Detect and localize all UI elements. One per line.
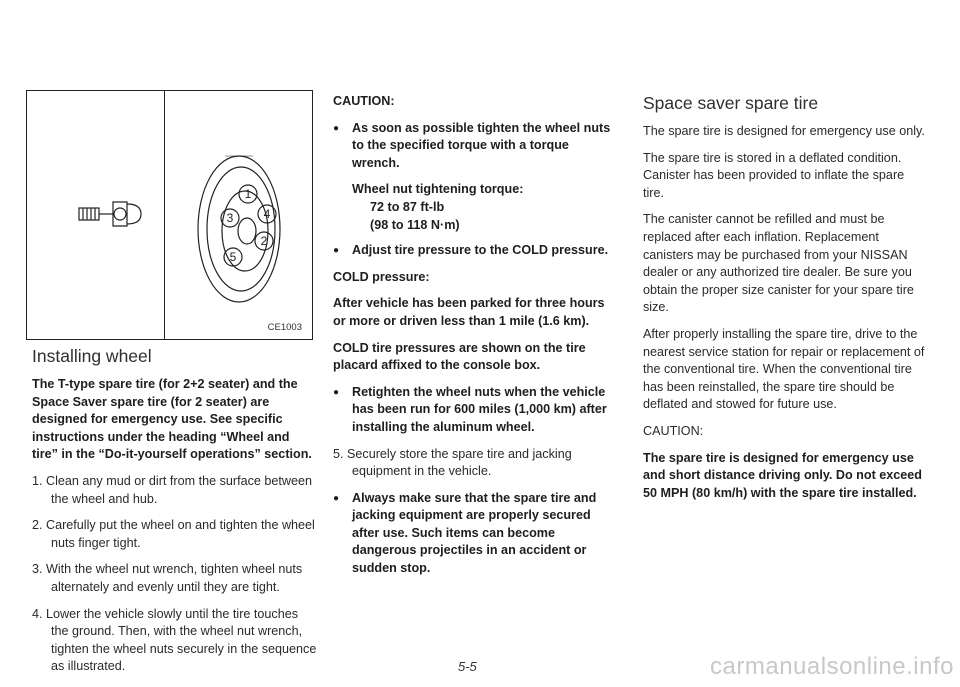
torque-value-ftlb: 72 to 87 ft-lb [370,199,445,214]
spare-paragraph-2: The spare tire is stored in a deflated condition. Canister has been provided to inflate the spare tire. [643,150,905,200]
spare-caution-label: CAUTION: [643,423,704,438]
caution-bullet-torque: ● As soon as possible tighten the wheel nuts to the specified torque with a torque wrench. [333,120,617,173]
caution-bullet-pressure: ● Adjust tire pressure to the COLD pressure. [333,242,617,260]
spare-caution-text: The spare tire is designed for emergency use and short distance driving only. Do not exceed 50 MPH (80 km/h) with the spare tire installed. [643,450,922,500]
cold-pressure-definition: After vehicle has been parked for three hours or more or driven less than 1 mile (1.6 km). [333,296,605,328]
step-1: 1. Clean any mud or dirt from the surface between the wheel and hub. [32,473,313,506]
torque-spec [333,181,617,234]
right-column [643,92,927,511]
middle-column [333,93,617,587]
nut-sequence-2: 2 [260,234,268,248]
page-number: 5-5 [458,659,477,674]
caution-bullet-secure: ● Always make sure that the spare tire and jacking equipment are properly secured after use. Such items can become dangerous projectiles in an accident or sudden stop. [333,490,617,578]
spare-paragraph-3: The canister cannot be refilled and must be replaced after each inflation. Replacement canisters may be purchased from your NISSAN dealer or any authorized tire dealer. Be sure you obtain the proper size canister for your spare tire size. [643,212,914,315]
tire-placard-note: COLD tire pressures are shown on the tire placard affixed to the console box. [333,340,586,373]
left-column [32,345,318,685]
torque-value-nm: (98 to 118 N·m) [370,217,460,232]
lug-nut-illustration [79,202,141,226]
step-5: 5. Securely store the spare tire and jacking equipment in the vehicle. [333,446,572,479]
watermark: carmanualsonline.info [710,653,954,680]
step-4: 4. Lower the vehicle slowly until the tire touches the ground. Then, with the wheel nut wrench, tighten the wheel nuts securely in the sequence as illustrated. [32,606,317,674]
nut-sequence-3: 3 [226,211,234,225]
nut-sequence-4: 4 [263,207,271,221]
cold-pressure-label: COLD pressure: [333,269,430,284]
figure-code: CE1003 [267,322,302,333]
caution-bullet-retighten: ● Retighten the wheel nuts when the vehicle has been run for 600 miles (1,000 km) after installing the aluminum wheel. [333,384,617,437]
spare-paragraph-4: After properly installing the spare tire, drive to the nearest service station for repair or replacement of the conventional tire. When the conventional tire has been reinstalled, the spare tire should be deflated and stowed for future use. [643,326,925,412]
figure-illustration [27,91,314,341]
caution-label: CAUTION: [333,94,395,108]
torque-label: Wheel nut tightening torque: [352,182,524,197]
installing-wheel-heading: Installing wheel [32,346,152,366]
space-saver-heading: Space saver spare tire [643,93,819,113]
step-2: 2. Carefully put the wheel on and tighten the wheel nuts finger tight. [32,518,315,550]
nut-sequence-1: 1 [244,187,252,201]
spare-tire-intro: The T-type spare tire (for 2+2 seater) and the Space Saver spare tire (for 2 seater) are designed for emergency use. See specific instructions under the heading “Wheel and tire” in the “Do-it-yourself operations” section. [32,377,312,462]
wheel-illustration [198,156,280,302]
nut-sequence-5: 5 [229,250,237,264]
spare-paragraph-1: The spare tire is designed for emergency use only. [643,124,925,138]
step-3: 3. With the wheel nut wrench, tighten wheel nuts alternately and evenly until they are tight. [32,562,303,594]
wheel-installation-figure [26,90,313,340]
